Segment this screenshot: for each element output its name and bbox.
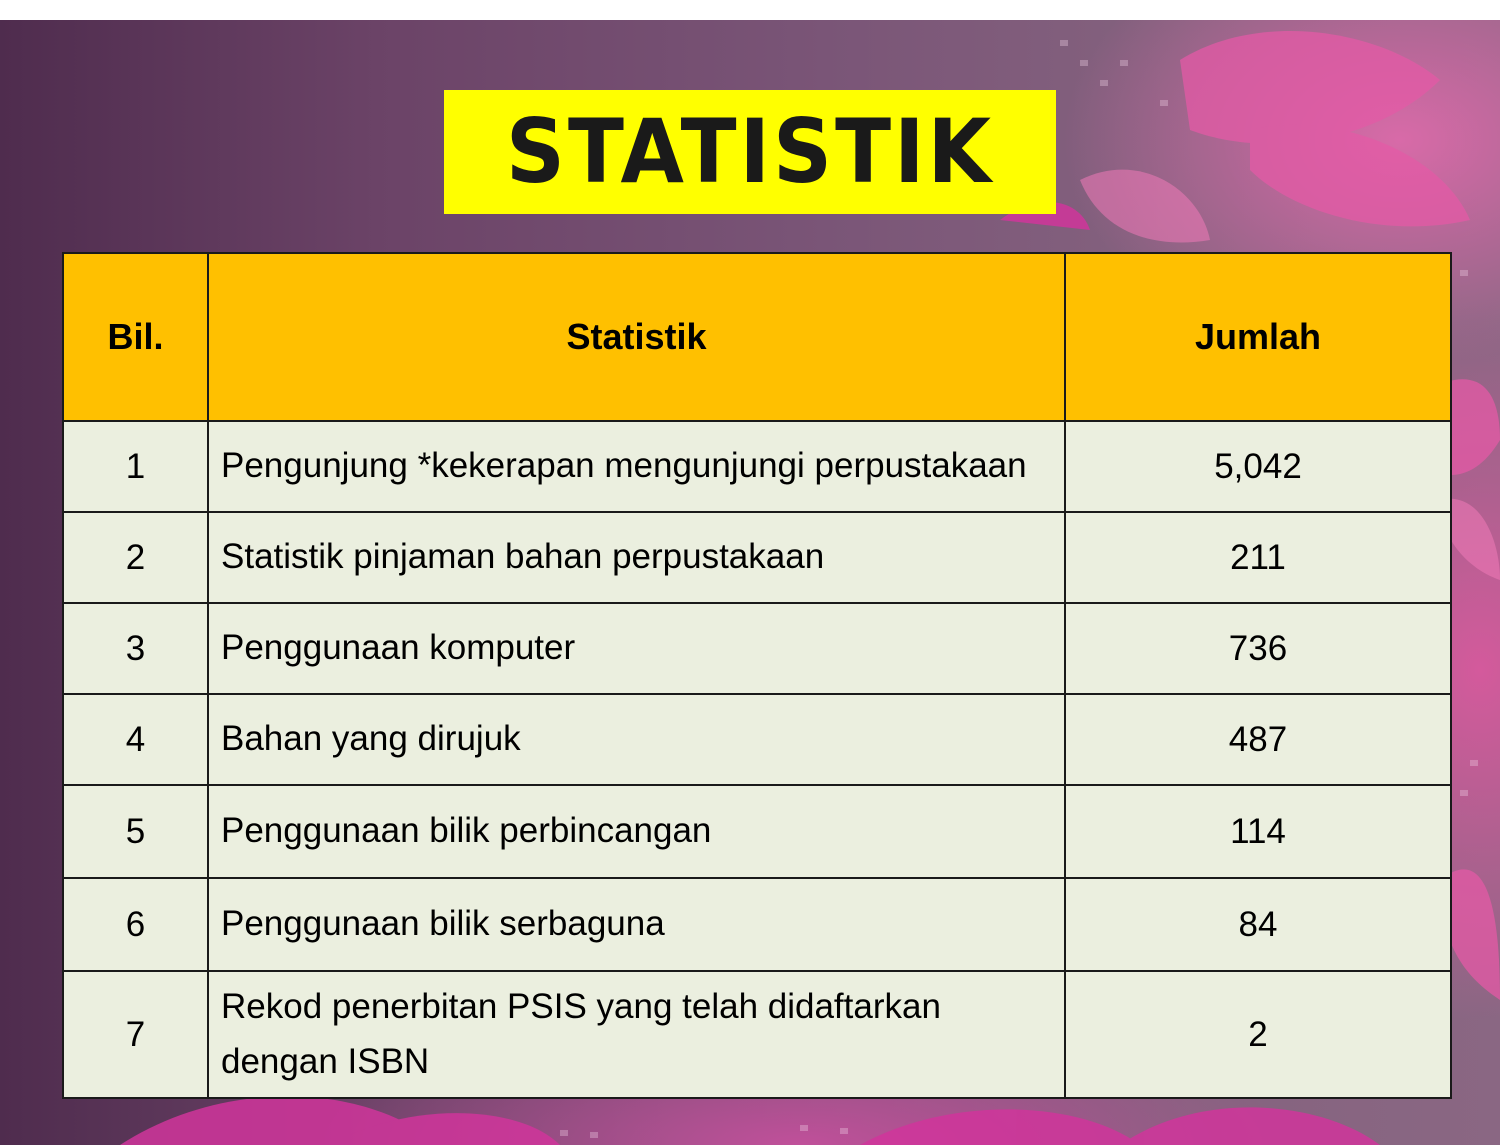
cell-statistik: Penggunaan komputer (208, 603, 1065, 694)
header-bil: Bil. (63, 253, 208, 421)
table-row (63, 971, 1451, 1098)
cell-bil: 7 (63, 971, 208, 1098)
cell-statistik: Bahan yang dirujuk (208, 694, 1065, 785)
cell-bil: 1 (63, 421, 208, 512)
cell-jumlah: 211 (1065, 512, 1451, 603)
cell-bil: 4 (63, 694, 208, 785)
cell-statistik: Rekod penerbitan PSIS yang telah didaftarkan dengan ISBN (208, 971, 1065, 1098)
cell-bil: 3 (63, 603, 208, 694)
cell-bil: 6 (63, 878, 208, 971)
table-row (63, 878, 1451, 971)
cell-statistik: Statistik pinjaman bahan perpustakaan (208, 512, 1065, 603)
cell-jumlah: 5,042 (1065, 421, 1451, 512)
table-header-row (63, 253, 1451, 421)
cell-statistik: Penggunaan bilik serbaguna (208, 878, 1065, 971)
cell-jumlah: 114 (1065, 785, 1451, 878)
page-title: STATISTIK (505, 100, 995, 204)
cell-bil: 2 (63, 512, 208, 603)
cell-jumlah: 2 (1065, 971, 1451, 1098)
statistics-table (62, 252, 1452, 1099)
header-statistik: Statistik (208, 253, 1065, 421)
cell-jumlah: 84 (1065, 878, 1451, 971)
header-jumlah: Jumlah (1065, 253, 1451, 421)
cell-bil: 5 (63, 785, 208, 878)
table-row (63, 694, 1451, 785)
table-row (63, 785, 1451, 878)
table-row (63, 421, 1451, 512)
cell-jumlah: 487 (1065, 694, 1451, 785)
slide-background (0, 20, 1500, 1145)
cell-statistik: Pengunjung *kekerapan mengunjungi perpustakaan (208, 421, 1065, 512)
table-row (63, 512, 1451, 603)
cell-jumlah: 736 (1065, 603, 1451, 694)
cell-statistik: Penggunaan bilik perbincangan (208, 785, 1065, 878)
table-row (63, 603, 1451, 694)
title-banner (444, 90, 1056, 214)
